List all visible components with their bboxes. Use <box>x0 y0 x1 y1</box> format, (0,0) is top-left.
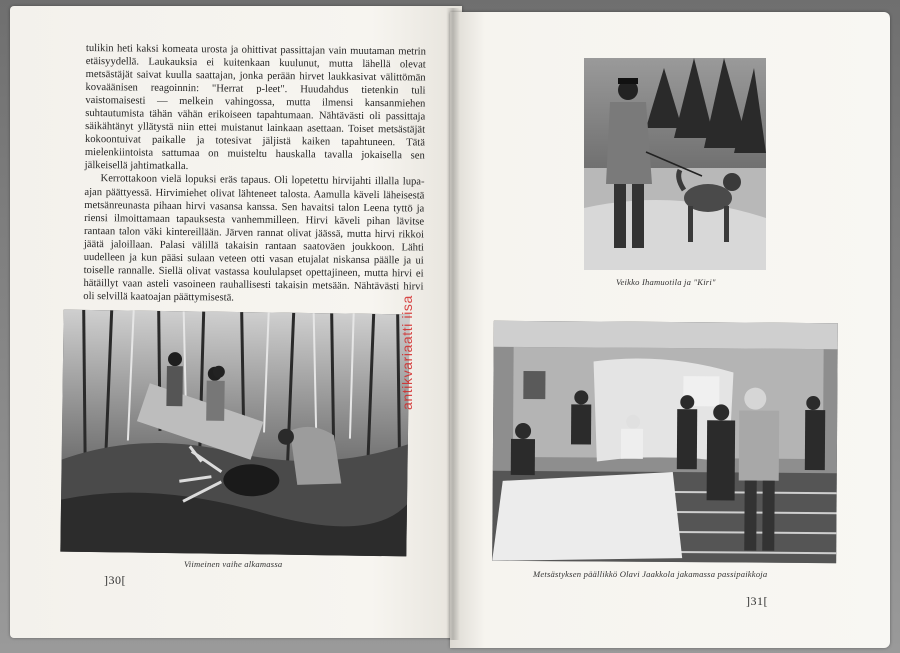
book-gutter <box>446 8 460 640</box>
paragraph-2: Kerrottakoon vielä lopuksi eräs tapaus. Oli lopetettu hirvijahti illalla lupa-ajan päättyessä. Hirvimiehet olivat lähteneet talosta. Aamulla käveli läheisestä metsänreunasta pihaan hirvi vasansa kanssa. Sen havaitsi talon Leena tyttö ja riensi ilmoittamaan tapauksesta vanhemmilleen. Hirvi käveli pihan lävitse rantaan talon väki kintereillään. Järven rannat olivat jäässä, mutta hirvi rikkoi jäätä jaloillaan. Palasi välillä takaisin rantaan saatoväen joukkoon. Lähti uudelleen ja kun pääsi sulaan veteen otti vasan etujalat niskansa päälle ja ui toiselle rannalle. Siellä olivat vastassa koululapset opettajineen, mutta hirvi ei hätäillyt vaan asteli vasoineen rauhallisesti takaisin metsään. Nähtävästi hirvi oli selvillä kaatoajan päättymisestä. <box>83 173 425 304</box>
meeting-photo-caption: Metsästyksen päällikkö Olavi Jaakkola jakamassa passipaikkoja <box>533 569 768 579</box>
watermark: antikvariaatti iisa <box>399 295 415 410</box>
forest-hunt-photo <box>60 310 409 557</box>
right-page-number: ]31[ <box>746 594 768 608</box>
hunting-meeting-photo <box>492 321 838 563</box>
paragraph-1: tulikin heti kaksi komeata urosta ja ohittivat passittajan vain muutaman metrin etäisyydellä. Laukauksia ei kuitenkaan kuulunut, mutta lähellä olevat metsästäjät saivat kuulla saattajan, jonka perään hirvet laukkasivat välittömän kovaäänisen reagoinnin: "Herrat p-leet". Huudahdus tietenkin tuli vaistomaisesti — melkein vahingossa, mutta ilmensi kansanmiehen suhtautumista tähän vähän erikoiseen tapahtumaan. Nähtävästi oli passittaja säikähtänyt yllätystä niin ettei muistanut lainkaan asettaan. Toiset metsästäjät kokoontuivat paikalle ja totesivat jäljistä kaiken tapahtuneen. Tätä mielenkiintoista sattumaa on muisteltu hauskalla tavalla jokaisella sen jälkeisellä jahtimatkalla. <box>84 42 426 173</box>
forest-photo-caption: Viimeinen vaihe alkamassa <box>184 559 283 569</box>
left-page-body-text <box>83 42 426 306</box>
left-page-number: ]30[ <box>104 573 126 587</box>
man-with-dog-photo <box>584 58 766 270</box>
man-dog-photo-caption: Veikko Ihamuotila ja "Kiri" <box>616 277 716 287</box>
